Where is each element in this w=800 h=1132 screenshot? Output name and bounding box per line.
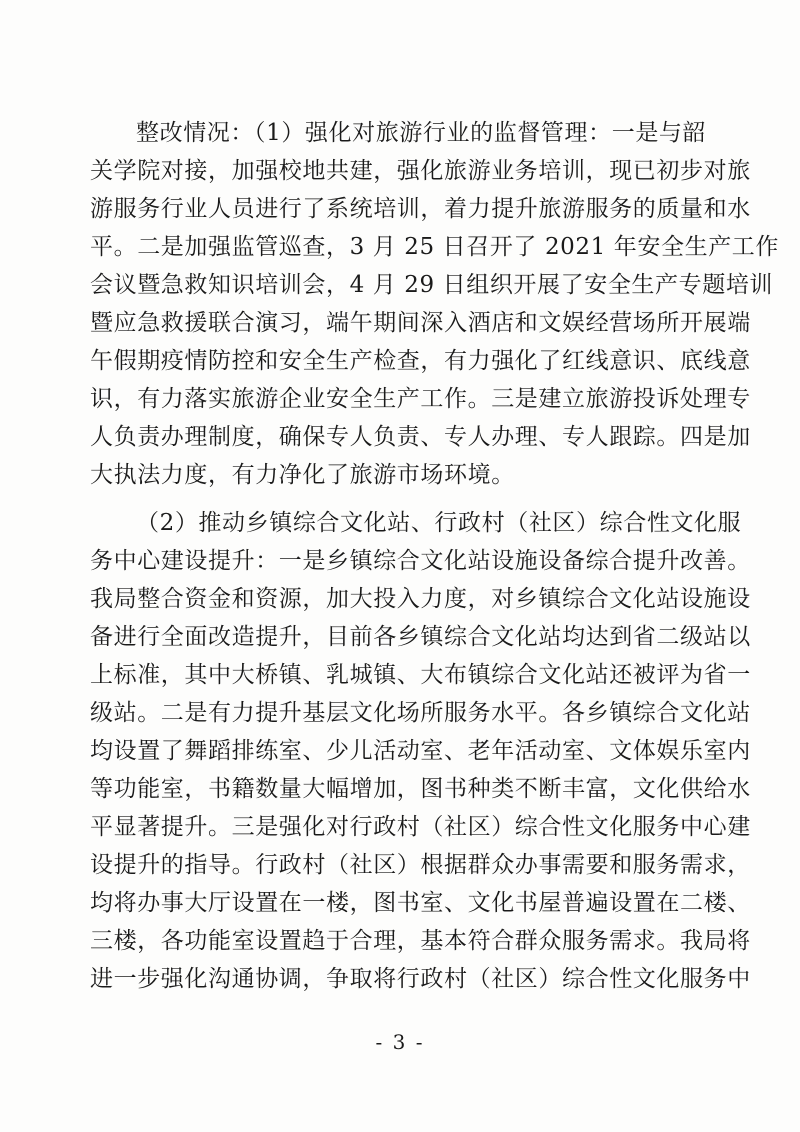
paragraph-2-line-9: 平显著提升。三是强化对行政村（社区）综合性文化服务中心建 xyxy=(90,814,751,840)
paragraph-1-line-3: 游服务行业人员进行了系统培训，着力提升旅游服务的质量和水 xyxy=(90,196,751,222)
paragraph-2-line-13: 进一步强化沟通协调，争取将行政村（社区）综合性文化服务中 xyxy=(90,966,751,992)
paragraph-2-line-7: 均设置了舞蹈排练室、少儿活动室、老年活动室、文体娱乐室内 xyxy=(90,738,751,764)
paragraph-2-line-5: 上标准，其中大桥镇、乳城镇、大布镇综合文化站还被评为省一 xyxy=(90,662,751,688)
paragraph-1-line-4: 平。二是加强监管巡查，3 月 25 日召开了 2021 年安全生产工作 xyxy=(90,234,779,260)
paragraph-2-line-6: 级站。二是有力提升基层文化场所服务水平。各乡镇综合文化站 xyxy=(90,700,751,726)
paragraph-2-line-2: 务中心建设提升：一是乡镇综合文化站设施设备综合提升改善。 xyxy=(90,548,751,574)
paragraph-1-line-2: 关学院对接，加强校地共建，强化旅游业务培训，现已初步对旅 xyxy=(90,158,751,184)
paragraph-1-line-5: 会议暨急救知识培训会，4 月 29 日组织开展了安全生产专题培训 xyxy=(90,272,774,298)
paragraph-1-line-9: 人负责办理制度，确保专人负责、专人办理、专人跟踪。四是加 xyxy=(90,424,751,450)
paragraph-2-line-12: 三楼，各功能室设置趋于合理，基本符合群众服务需求。我局将 xyxy=(90,928,751,954)
paragraph-1-line-7: 午假期疫情防控和安全生产检查，有力强化了红线意识、底线意 xyxy=(90,348,751,374)
page-number: - 3 - xyxy=(375,1030,425,1054)
paragraph-1-line-1: 整改情况：（1）强化对旅游行业的监督管理：一是与韶 xyxy=(136,120,707,146)
paragraph-2-line-3: 我局整合资金和资源，加大投入力度，对乡镇综合文化站设施设 xyxy=(90,586,751,612)
paragraph-1-line-8: 识，有力落实旅游企业安全生产工作。三是建立旅游投诉处理专 xyxy=(90,386,751,412)
paragraph-2-line-4: 备进行全面改造提升，目前各乡镇综合文化站均达到省二级站以 xyxy=(90,624,751,650)
paragraph-2-line-11: 均将办事大厅设置在一楼，图书室、文化书屋普遍设置在二楼、 xyxy=(90,890,751,916)
paragraph-2-line-10: 设提升的指导。行政村（社区）根据群众办事需要和服务需求， xyxy=(90,852,751,878)
paragraph-2-line-8: 等功能室，书籍数量大幅增加，图书种类不断丰富，文化供给水 xyxy=(90,776,751,802)
paragraph-1-line-6: 暨应急救援联合演习，端午期间深入酒店和文娱经营场所开展端 xyxy=(90,310,751,336)
paragraph-2-line-1: （2）推动乡镇综合文化站、行政村（社区）综合性文化服 xyxy=(136,510,742,536)
paragraph-1-line-10: 大执法力度，有力净化了旅游市场环境。 xyxy=(90,462,515,488)
